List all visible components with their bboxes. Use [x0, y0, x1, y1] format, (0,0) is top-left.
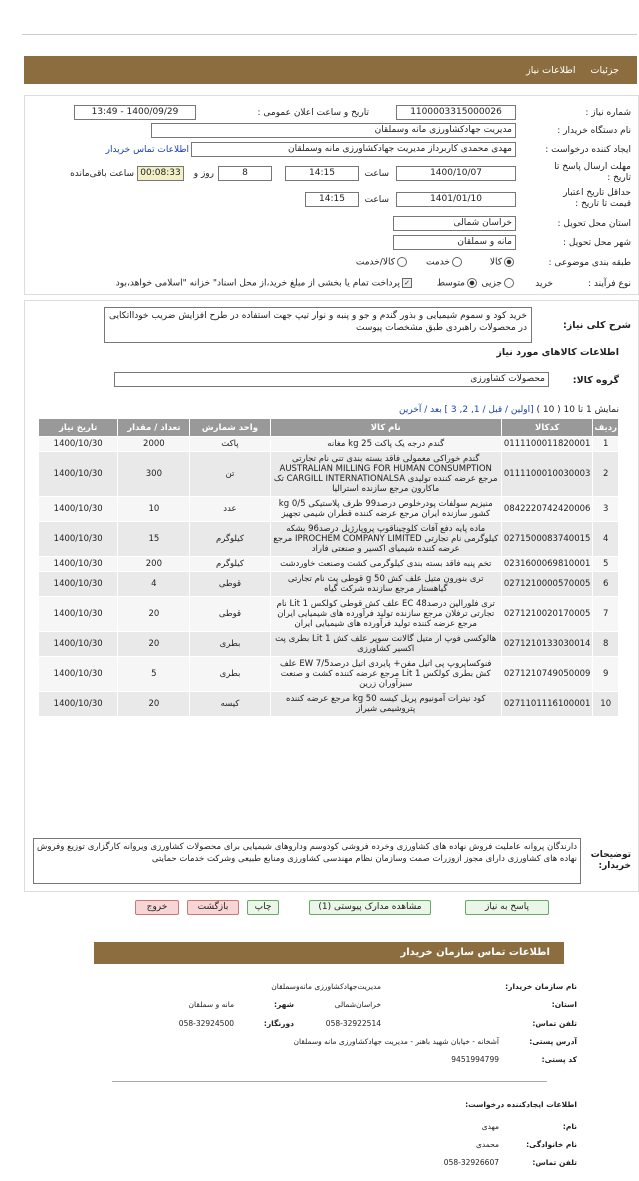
- exit-button[interactable]: خروج: [135, 900, 179, 915]
- cell-need-date: 1400/10/30: [39, 632, 118, 657]
- cell-unit: عدد: [190, 497, 270, 522]
- reply-date-field: 1400/10/07: [396, 166, 516, 181]
- cell-item-name: گندم خوراکی معمولی فاقد بسته بندی تنی نام تجارتی AUSTRALIAN MILLING FOR HUMAN CONSUMPTION مرجع عرضه کننده تولیدی CARGILL INTERNATIONALSA تک ماکارون مرجع سازنده استرالیا: [270, 452, 501, 497]
- cell-need-date: 1400/10/30: [39, 657, 118, 692]
- price-validity-label: حداقل تاریخ اعتبار قیمت تا تاریخ :: [563, 188, 631, 209]
- category-radio-service[interactable]: خدمت: [426, 257, 464, 268]
- announce-label: تاریخ و ساعت اعلان عمومی :: [257, 108, 369, 118]
- reply-time-label: ساعت: [364, 169, 389, 179]
- contact-city-label: شهر:: [274, 1000, 294, 1009]
- col-code: کدکالا: [501, 419, 593, 437]
- creator-family-label: نام خانوادگی:: [526, 1140, 577, 1149]
- cell-item-code: 0271210000570005: [501, 572, 593, 597]
- contact-province-value: خراسان‌شمالی: [334, 1000, 381, 1009]
- reply-button[interactable]: پاسخ به نیاز: [465, 900, 549, 915]
- table-row: [39, 597, 619, 632]
- price-time-field: 14:15: [305, 192, 359, 207]
- summary-label: شرح کلی نیاز:: [562, 320, 631, 331]
- cell-item-name: تخم پنبه فاقد بسته بندی کیلوگرمی کشت وصنعت خاوردشت: [270, 557, 501, 572]
- table-row: [39, 497, 619, 522]
- col-name: نام کالا: [270, 419, 501, 437]
- cell-row-number: 8: [593, 632, 619, 657]
- cell-need-date: 1400/10/30: [39, 437, 118, 452]
- cell-item-name: تری بنورون متیل علف کش 50 g قوطی پت نام تجارتی گیاهستار مرجع سازنده شرکت گیاه: [270, 572, 501, 597]
- contact-divider: [112, 1081, 547, 1082]
- cell-item-code: 0842220742420006: [501, 497, 593, 522]
- announce-field: 1400/09/29 - 13:49: [74, 105, 196, 120]
- cell-item-name: فنوکساپروپ پی اتیل مفن+ پایردی اتیل درصدEW 7/5 علف کش بطری کولکس Lit 1 مرجع عرضه کننده کشت و صنعت سبزآوران زرین: [270, 657, 501, 692]
- cell-need-date: 1400/10/30: [39, 597, 118, 632]
- cell-quantity: 10: [118, 497, 190, 522]
- price-time-label: ساعت: [364, 195, 389, 205]
- cell-row-number: 6: [593, 572, 619, 597]
- cell-unit: بطری: [190, 657, 270, 692]
- category-radio-goods[interactable]: کالا: [490, 257, 516, 268]
- cell-need-date: 1400/10/30: [39, 452, 118, 497]
- creator-phone-label: تلفن تماس:: [532, 1158, 577, 1167]
- process-buy: خرید: [535, 279, 553, 289]
- cell-item-code: 0111100011820001: [501, 437, 593, 452]
- reply-time-field: 14:15: [285, 166, 359, 181]
- category-radio-both[interactable]: کالا/خدمت: [356, 257, 409, 268]
- buyer-org-label: نام دستگاه خریدار :: [557, 126, 631, 136]
- cell-need-date: 1400/10/30: [39, 522, 118, 557]
- contact-phone-value: 058-32922514: [325, 1019, 381, 1028]
- contact-city-value: مانه و سملقان: [188, 1000, 234, 1009]
- city-label: شهر محل تحویل :: [562, 238, 631, 248]
- cell-row-number: 5: [593, 557, 619, 572]
- creator-name-value: مهدی: [481, 1122, 499, 1131]
- goods-group-label: گروه کالا:: [572, 375, 619, 386]
- creator-family-value: محمدی: [475, 1140, 499, 1149]
- cell-quantity: 4: [118, 572, 190, 597]
- contact-address-value: آشخانه - خیابان شهید باهنر - مدیریت جهادکشاورزی مانه وسملقان: [293, 1037, 499, 1046]
- category-label: طبقه بندی موضوعی :: [548, 258, 631, 268]
- tab-details[interactable]: جزئیات: [590, 65, 619, 76]
- contact-fax-label: دورنگار:: [263, 1019, 294, 1028]
- table-row: [39, 572, 619, 597]
- need-number-field: 1100003315000026: [396, 105, 516, 120]
- cell-need-date: 1400/10/30: [39, 497, 118, 522]
- cell-unit: قوطی: [190, 572, 270, 597]
- province-field: خراسان شمالی: [393, 216, 516, 231]
- province-label: استان محل تحویل :: [557, 219, 631, 229]
- table-row: [39, 437, 619, 452]
- cell-item-code: 0271210749050009: [501, 657, 593, 692]
- goods-table: [38, 418, 619, 717]
- creator-field: مهدی محمدی کاربرداز مدیریت جهادکشاورزی مانه وسملقان: [191, 142, 516, 157]
- table-header-row: [39, 419, 619, 437]
- pager-links[interactable]: [اولین / قبل / 1, 2, 3 ] بعد / آخرین: [398, 405, 534, 415]
- top-divider: [22, 34, 637, 35]
- contact-address-label: آدرس پستی:: [529, 1037, 577, 1046]
- radio-icon: [504, 278, 514, 288]
- summary-text: خرید کود و سموم شیمیایی و بذور گندم و جو و پنبه و نوار تیپ جهت استفاده در طرح افزایش ضریب خودااتکایی در محصولات راهبردی طبق مشخصات پیوست: [104, 307, 532, 343]
- cell-item-name: ماده پایه دفع آفات کلوچیناقوپ پروپارژیل درصد96 بشکه کیلوگرمی نام تجارتی IPROCHEM COMPANY LIMITED مرجع عرضه کننده شیمیای اکسیر و صنعتی فاراد: [270, 522, 501, 557]
- days-label: روز و: [193, 169, 214, 179]
- countdown-timer: 00:08:33: [137, 166, 184, 181]
- cell-item-code: 0271101116100001: [501, 692, 593, 717]
- contact-province-label: استان:: [551, 1000, 577, 1009]
- cell-item-name: هالوکسی فوپ ار متیل گالانت سوپر علف کش Lit 1 بطری پت اکسیر کشاورزی: [270, 632, 501, 657]
- cell-row-number: 9: [593, 657, 619, 692]
- contact-org-label: نام سازمان خریدار:: [505, 982, 577, 991]
- table-row: [39, 657, 619, 692]
- reply-deadline-label: مهلت ارسال پاسخ تا تاریخ :: [554, 162, 631, 183]
- table-row: [39, 632, 619, 657]
- cell-row-number: 3: [593, 497, 619, 522]
- contact-phone-label: تلفن تماس:: [532, 1019, 577, 1028]
- page-header-bar: [24, 56, 637, 84]
- checkbox-icon: ✓: [402, 278, 412, 288]
- col-row: ردیف: [593, 419, 619, 437]
- col-qty: تعداد / مقدار: [118, 419, 190, 437]
- cell-need-date: 1400/10/30: [39, 572, 118, 597]
- cell-unit: بطری: [190, 632, 270, 657]
- contact-fax-value: 058-32924500: [178, 1019, 234, 1028]
- treasury-payment-checkbox[interactable]: ✓پرداخت تمام یا بخشی از مبلغ خرید،از محل اسناد" خزانه "اسلامی خواهد،بود: [116, 278, 414, 289]
- view-attachments-button[interactable]: مشاهده مدارک پیوستی (1): [309, 900, 431, 915]
- cell-item-code: 0271500083740015: [501, 522, 593, 557]
- cell-quantity: 20: [118, 692, 190, 717]
- need-number-label: شماره نیاز :: [585, 108, 631, 118]
- table-row: [39, 522, 619, 557]
- contact-postal-label: کد پستی:: [541, 1055, 577, 1064]
- process-radio-medium[interactable]: متوسط: [437, 278, 479, 289]
- cell-item-name: تری فلورالین درصد48 EC علف کش قوطی کولکس Lit 1 نام تجارتی ترفلان مرجع سازنده تولید فرآورده های شیمیایی ایران مرجع عرضه کننده تولید فرآورده های شیمیایی ایران: [270, 597, 501, 632]
- cell-unit: کیلوگرم: [190, 522, 270, 557]
- cell-quantity: 200: [118, 557, 190, 572]
- cell-quantity: 20: [118, 632, 190, 657]
- cell-item-name: منیزیم سولفات پودرخلوص درصد99 ظرف پلاستیکی kg 0/5 کشور سازنده ایران مرجع عرضه کننده قطران شیمی تجهیز: [270, 497, 501, 522]
- buyer-org-field: مدیریت جهادکشاورزی مانه وسملقان: [151, 123, 516, 138]
- contact-header-bar: [94, 942, 564, 964]
- col-unit: واحد شمارش: [190, 419, 270, 437]
- cell-unit: تن: [190, 452, 270, 497]
- creator-info-title: اطلاعات ایجادکننده درخواست:: [465, 1100, 577, 1109]
- cell-unit: پاکت: [190, 437, 270, 452]
- buyer-contact-link[interactable]: اطلاعات تماس خریدار: [105, 145, 189, 155]
- cell-item-code: 0271210020170005: [501, 597, 593, 632]
- cell-item-code: 0231600069810001: [501, 557, 593, 572]
- cell-unit: قوطی: [190, 597, 270, 632]
- cell-row-number: 10: [593, 692, 619, 717]
- contact-org-value: مدیریت‌جهادکشاورزی مانه‌وسملقان: [271, 982, 381, 991]
- buyer-notes-label: توضیحات خریدار:: [590, 850, 631, 871]
- remaining-label: ساعت باقی‌مانده: [70, 169, 134, 179]
- creator-phone-value: 058-32926607: [443, 1158, 499, 1167]
- radio-icon: [397, 257, 407, 267]
- print-button[interactable]: چاپ: [247, 900, 279, 915]
- radio-icon: [467, 278, 477, 288]
- cell-item-code: 0111100010030003: [501, 452, 593, 497]
- radio-icon: [452, 257, 462, 267]
- cell-quantity: 5: [118, 657, 190, 692]
- cell-quantity: 15: [118, 522, 190, 557]
- cell-need-date: 1400/10/30: [39, 692, 118, 717]
- cell-row-number: 1: [593, 437, 619, 452]
- contact-title: اطلاعات تماس سازمان خریدار: [400, 947, 550, 958]
- contact-postal-value: 9451994799: [451, 1055, 499, 1064]
- city-field: مانه و سملقان: [393, 235, 516, 250]
- process-radio-partial[interactable]: جزیی: [481, 278, 516, 289]
- cell-item-name: کود نیترات آمونیوم پریل کیسه 50 kg مرجع عرضه کننده پتروشیمی شیراز: [270, 692, 501, 717]
- back-button[interactable]: بازگشت: [187, 900, 239, 915]
- creator-label: ایجاد کننده درخواست :: [545, 145, 631, 155]
- radio-icon: [504, 257, 514, 267]
- cell-row-number: 2: [593, 452, 619, 497]
- col-date: تاریخ نیاز: [39, 419, 118, 437]
- cell-unit: کیلوگرم: [190, 557, 270, 572]
- table-row: [39, 692, 619, 717]
- goods-title: اطلاعات کالاهای مورد نیاز: [496, 347, 619, 358]
- creator-name-label: نام:: [562, 1122, 577, 1131]
- cell-quantity: 2000: [118, 437, 190, 452]
- cell-item-code: 0271210133030014: [501, 632, 593, 657]
- process-label: نوع فرآیند :: [588, 279, 631, 289]
- goods-group-field: محصولات کشاورزی: [114, 372, 549, 387]
- buyer-notes-text: دارندگان پروانه عاملیت فروش نهاده های کشاورزی وخرده فروشی کودوسم ودارو‌های شیمیایی برای محصولات کشاورزی ویروانه کارگزاری توزیع وفروش نهاده های کشاورزی دارای مجوز ازوزرات صمت وسازمان نظام مهندسی کشاورزی ومنابع طبیعی وشرکت خدمات حمایتی: [33, 838, 581, 884]
- cell-item-name: گندم درجه یک پاکت kg 25 مغانه: [270, 437, 501, 452]
- days-field: 8: [218, 166, 272, 181]
- price-date-field: 1401/01/10: [396, 192, 516, 207]
- cell-need-date: 1400/10/30: [39, 557, 118, 572]
- tab-need-info[interactable]: اطلاعات نیاز: [526, 65, 576, 76]
- table-row: [39, 452, 619, 497]
- pager-info: نمایش 1 تا 10 ( 10 ) [اولین / قبل / 1, 2, 3 ] بعد / آخرین: [398, 405, 619, 415]
- cell-unit: کیسه: [190, 692, 270, 717]
- table-row: [39, 557, 619, 572]
- cell-row-number: 7: [593, 597, 619, 632]
- cell-quantity: 20: [118, 597, 190, 632]
- cell-row-number: 4: [593, 522, 619, 557]
- cell-quantity: 300: [118, 452, 190, 497]
